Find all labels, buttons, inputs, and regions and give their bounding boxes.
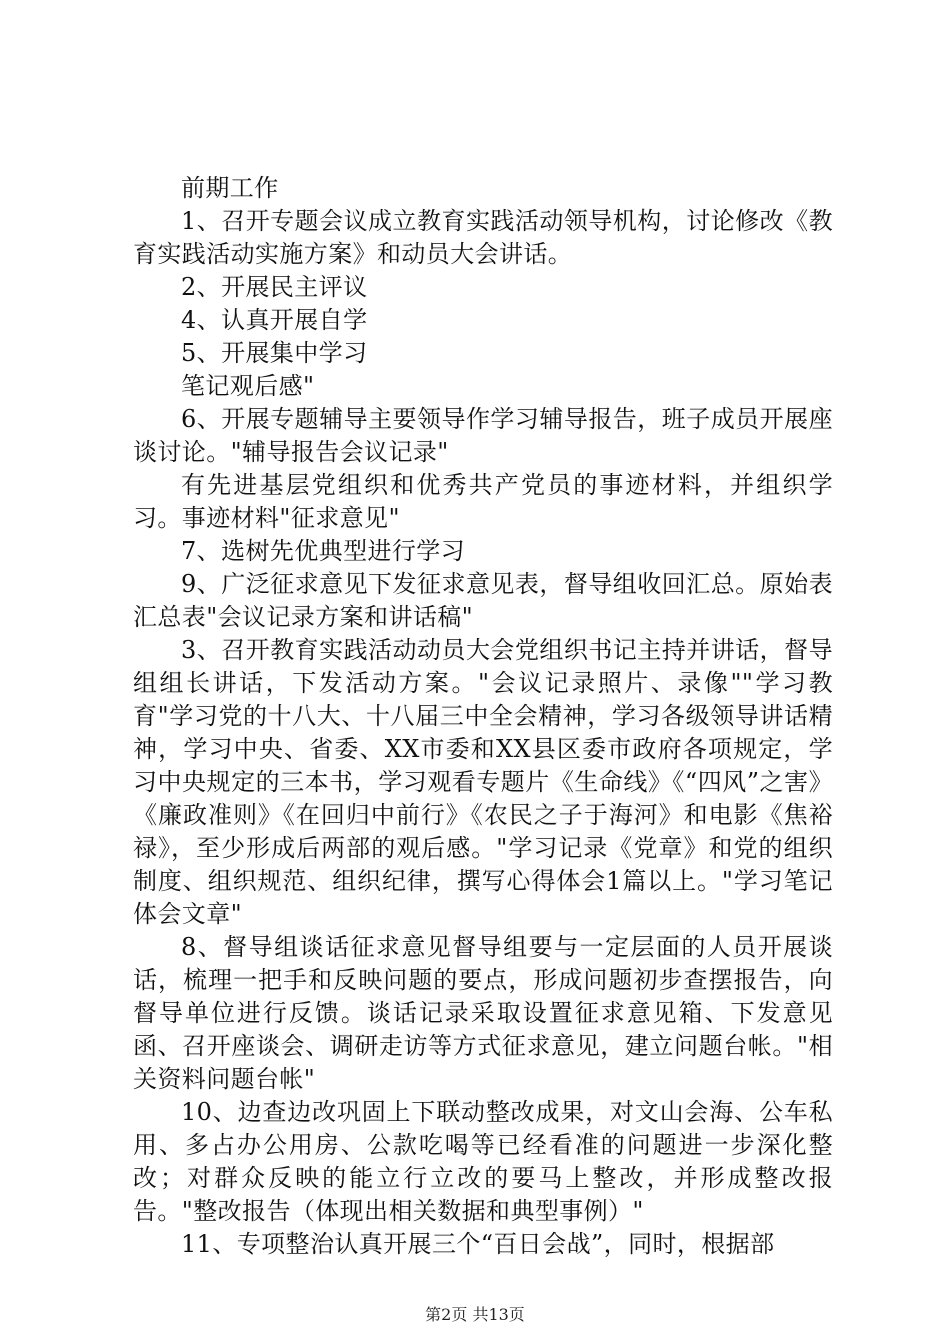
paragraph-item-3: 3、召开教育实践活动动员大会党组织书记主持并讲话，督导组组长讲话，下发活动方案。"会议记录照片、录像""学习教育"学习党的十八大、十八届三中全会精神，学习各级领导讲话精神，学习中央、省委、XX市委和XX县区委市政府各项规定，学习中央规定的三本书，学习观看专题片《生命线》《“四风”之害》《廉政准则》《在回归中前行》《农民之子于海河》和电影《焦裕禄》，至少形成后两部的观后感。"学习记录《党章》和党的组织制度、组织规范、组织纪律，撰写心得体会1篇以上。"学习笔记体会文章": [133, 636, 833, 928]
paragraph-item-9: 9、广泛征求意见下发征求意见表，督导组收回汇总。原始表汇总表"会议记录方案和讲话稿": [133, 570, 833, 631]
document-body: [133, 172, 833, 1261]
paragraph-item-10: 10、边查边改巩固上下联动整改成果，对文山会海、公车私用、多占办公用房、公款吃喝等已经看准的问题进一步深化整改；对群众反映的能立行立改的要马上整改，并形成整改报告。"整改报告（体现出相关数据和典型事例）": [133, 1098, 833, 1225]
page-number-footer: 第2页 共13页: [425, 1305, 525, 1324]
paragraph-item-7: 7、选树先优典型进行学习: [181, 537, 466, 565]
paragraph-prework-heading: 前期工作: [181, 174, 279, 202]
paragraph-item-2: 2、开展民主评议: [181, 273, 368, 301]
paragraph-advanced-models: 有先进基层党组织和优秀共产党员的事迹材料，并组织学习。事迹材料"征求意见": [133, 471, 833, 532]
paragraph-item-11: 11、专项整治认真开展三个“百日会战”，同时，根据部: [181, 1230, 775, 1258]
paragraph-item-6: 6、开展专题辅导主要领导作学习辅导报告，班子成员开展座谈讨论。"辅导报告会议记录": [133, 405, 833, 466]
paragraph-notes: 笔记观后感": [181, 372, 315, 400]
paragraph-item-4: 4、认真开展自学: [181, 306, 368, 334]
paragraph-item-5: 5、开展集中学习: [181, 339, 368, 367]
paragraph-item-1: 1、召开专题会议成立教育实践活动领导机构，讨论修改《教育实践活动实施方案》和动员大会讲话。: [133, 207, 833, 268]
paragraph-item-8: 8、督导组谈话征求意见督导组要与一定层面的人员开展谈话，梳理一把手和反映问题的要点，形成问题初步查摆报告，向督导单位进行反馈。谈话记录采取设置征求意见箱、下发意见函、召开座谈会、调研走访等方式征求意见，建立问题台帐。"相关资料问题台帐": [133, 933, 833, 1093]
